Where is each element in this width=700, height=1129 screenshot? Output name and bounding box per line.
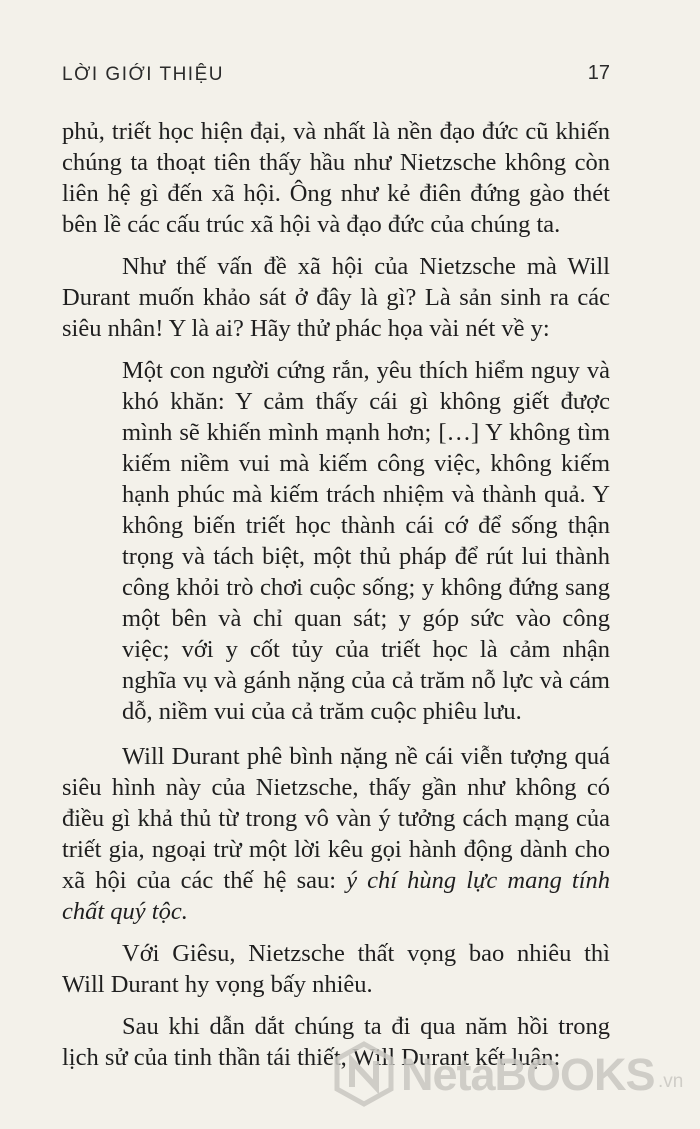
netabooks-logo-icon	[333, 1041, 395, 1107]
paragraph-3	[62, 741, 610, 927]
paragraph-3-emphasis: ý chí hùng lực mang tính chất quý tộc.	[62, 867, 611, 925]
chapter-title: LỜI GIỚI THIỆU	[62, 64, 224, 85]
paragraph-4: Với Giêsu, Nietzsche thất vọng bao nhiêu thì Will Durant hy vọng bấy nhiêu.	[62, 940, 610, 998]
page-number: 17	[587, 62, 610, 84]
paragraph-5: Sau khi dẫn dắt chúng ta đi qua năm hồi trong lịch sử của tinh thần tái thiết, Will Durant kết luận:	[62, 1013, 610, 1071]
body-text	[62, 116, 610, 1084]
watermark-tld: .vn	[658, 1071, 684, 1092]
watermark-brand: NetaBOOKS	[401, 1049, 655, 1100]
paragraph-2: Như thế vấn đề xã hội của Nietzsche mà Will Durant muốn khảo sát ở đây là gì? Là sản sinh ra các siêu nhân! Y là ai? Hãy thử phác họa vài nét về y:	[62, 253, 610, 342]
running-head	[62, 58, 610, 88]
paragraph-1: phủ, triết học hiện đại, và nhất là nền đạo đức cũ khiến chúng ta thoạt tiên thấy hầu như Nietzsche không còn liên hệ gì đến xã hội. Ông như kẻ điên đứng gào thét bên lề các cấu trúc xã hội và đạo đức của chúng ta.	[62, 118, 610, 238]
watermark	[333, 1041, 693, 1109]
block-quote: Một con người cứng rắn, yêu thích hiểm nguy và khó khăn: Y cảm thấy cái gì không giết được mình sẽ khiến mình mạnh hơn; […] Y không tìm kiếm niềm vui mà kiếm công việc, không kiếm hạnh phúc mà kiếm trách nhiệm và thành quả. Y không biến triết học thành cái cớ để sống thận trọng và tách biệt, một thủ pháp để rút lui thành công khỏi trò chơi cuộc sống; y không đứng sang một bên và chỉ quan sát; y góp sức vào công việc; với y cốt tủy của triết học là cảm nhận nghĩa vụ và gánh nặng của cả trăm nỗ lực và cám dỗ, niềm vui của cả trăm cuộc phiêu lưu.	[122, 357, 610, 725]
paragraph-3-text: Will Durant phê bình nặng nề cái viễn tượng quá siêu hình này của Nietzsche, thấy gần như không có điều gì khả thủ từ trong vô vàn ý tưởng cách mạng của triết gia, ngoại trừ một lời kêu gọi hành động dành cho xã hội của các thế hệ sau:	[62, 743, 610, 894]
